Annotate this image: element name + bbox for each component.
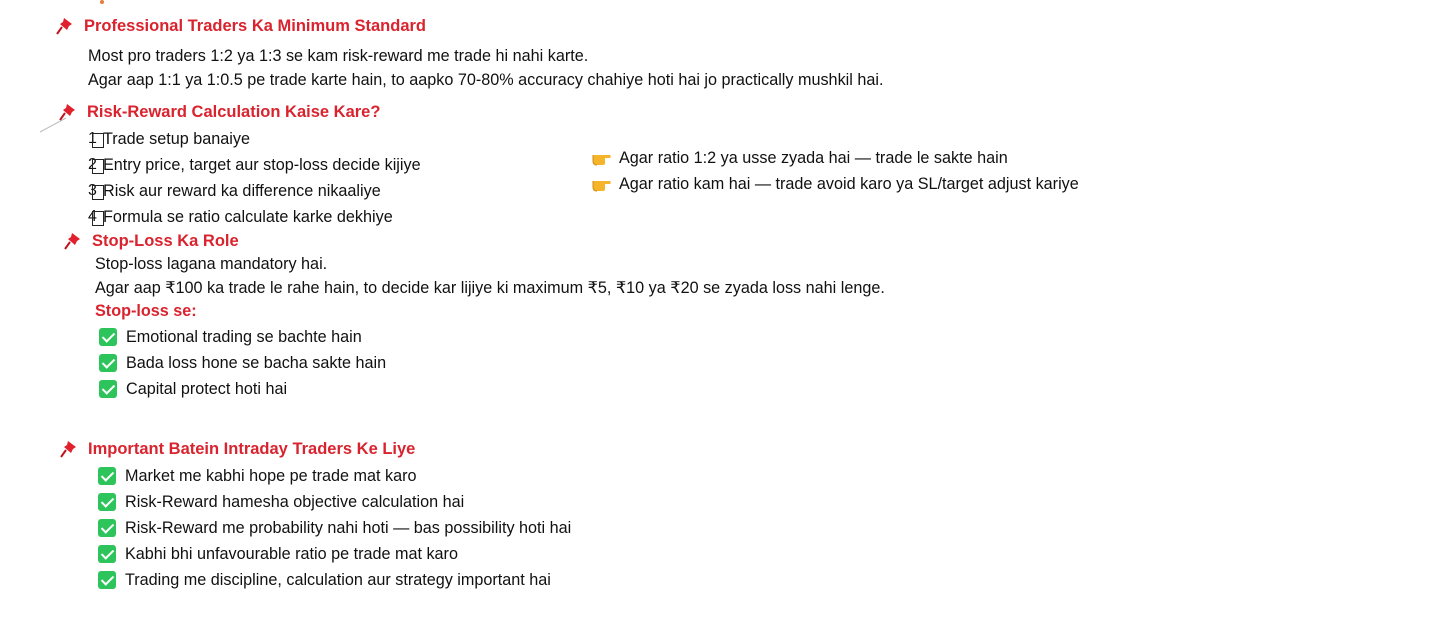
check-text: Risk-Reward hamesha objective calculation hai bbox=[125, 492, 465, 511]
list-item bbox=[590, 171, 1079, 197]
list-item bbox=[590, 145, 1079, 171]
check-icon bbox=[98, 545, 116, 563]
list-item bbox=[88, 178, 421, 204]
list-item bbox=[99, 324, 386, 350]
rr-notes-list bbox=[590, 145, 1079, 197]
step-text: Entry price, target aur stop-loss decide kijiye bbox=[103, 155, 421, 174]
step-number: 1 bbox=[88, 130, 103, 148]
check-text: Capital protect hoti hai bbox=[126, 379, 288, 398]
check-icon bbox=[98, 493, 116, 511]
step-text: Risk aur reward ka difference nikaaliye bbox=[103, 181, 381, 200]
step-text: Trade setup banaiye bbox=[103, 129, 250, 148]
section-heading bbox=[58, 101, 380, 123]
list-item bbox=[98, 489, 571, 515]
check-text: Emotional trading se bachte hain bbox=[126, 327, 362, 346]
step-number: 3 bbox=[88, 182, 103, 200]
heading-text: Stop-Loss Ka Role bbox=[92, 231, 239, 250]
paragraph-line: Stop-loss lagana mandatory hai. bbox=[95, 255, 328, 273]
check-icon bbox=[99, 328, 117, 346]
pushpin-icon bbox=[58, 102, 80, 122]
pointing-hand-icon bbox=[590, 149, 612, 167]
stop-loss-checklist bbox=[99, 324, 386, 402]
section-heading bbox=[63, 230, 239, 252]
step-number: 4 bbox=[88, 208, 103, 226]
note-text: Agar ratio 1:2 ya usse zyada hai — trade le sakte hain bbox=[619, 148, 1008, 167]
list-item bbox=[99, 350, 386, 376]
note-text: Agar ratio kam hai — trade avoid karo ya SL/target adjust kariye bbox=[619, 174, 1079, 193]
step-text: Formula se ratio calculate karke dekhiye bbox=[103, 207, 393, 226]
step-number: 2 bbox=[88, 156, 103, 174]
pointing-hand-icon bbox=[590, 175, 612, 193]
rr-steps-list bbox=[88, 126, 421, 230]
section-heading bbox=[59, 438, 415, 460]
check-text: Bada loss hone se bacha sakte hain bbox=[126, 353, 387, 372]
list-item bbox=[88, 152, 421, 178]
paragraph-line: Agar aap 1:1 ya 1:0.5 pe trade karte hain, to aapko 70-80% accuracy chahiye hoti hai jo practically mushkil hai. bbox=[88, 71, 884, 89]
check-icon bbox=[98, 467, 116, 485]
pro-standard-body bbox=[88, 44, 883, 92]
list-item bbox=[98, 567, 571, 593]
check-icon bbox=[98, 571, 116, 589]
section-stop-loss bbox=[63, 230, 239, 252]
heading-text: Important Batein Intraday Traders Ke Liye bbox=[88, 439, 416, 458]
list-item bbox=[98, 515, 571, 541]
check-text: Trading me discipline, calculation aur strategy important hai bbox=[125, 570, 551, 589]
heading-text: Risk-Reward Calculation Kaise Kare? bbox=[87, 102, 381, 121]
check-icon bbox=[98, 519, 116, 537]
important-checklist bbox=[98, 463, 571, 593]
pushpin-icon bbox=[63, 231, 85, 251]
stray-mark bbox=[100, 0, 104, 4]
check-icon bbox=[99, 354, 117, 372]
section-heading bbox=[55, 15, 426, 37]
section-important bbox=[59, 438, 415, 460]
check-text: Risk-Reward me probability nahi hoti — bas possibility hoti hai bbox=[125, 518, 572, 537]
pushpin-icon bbox=[55, 16, 77, 36]
subheading: Stop-loss se: bbox=[95, 302, 197, 320]
paragraph-line: Agar aap ₹100 ka trade le rahe hain, to decide kar lijiye ki maximum ₹5, ₹10 ya ₹20 se zyada loss nahi lenge. bbox=[95, 279, 885, 297]
stop-loss-body bbox=[95, 252, 885, 322]
list-item bbox=[98, 541, 571, 567]
check-icon bbox=[99, 380, 117, 398]
list-item bbox=[99, 376, 386, 402]
section-pro-standard bbox=[55, 15, 426, 37]
pushpin-icon bbox=[59, 439, 81, 459]
check-text: Kabhi bhi unfavourable ratio pe trade mat karo bbox=[125, 544, 458, 563]
list-item bbox=[88, 126, 421, 152]
heading-text: Professional Traders Ka Minimum Standard bbox=[84, 16, 427, 35]
paragraph-line: Most pro traders 1:2 ya 1:3 se kam risk-reward me trade hi nahi karte. bbox=[88, 47, 589, 65]
check-text: Market me kabhi hope pe trade mat karo bbox=[125, 466, 417, 485]
section-rr-calculation bbox=[58, 101, 380, 123]
list-item bbox=[98, 463, 571, 489]
list-item bbox=[88, 204, 421, 230]
